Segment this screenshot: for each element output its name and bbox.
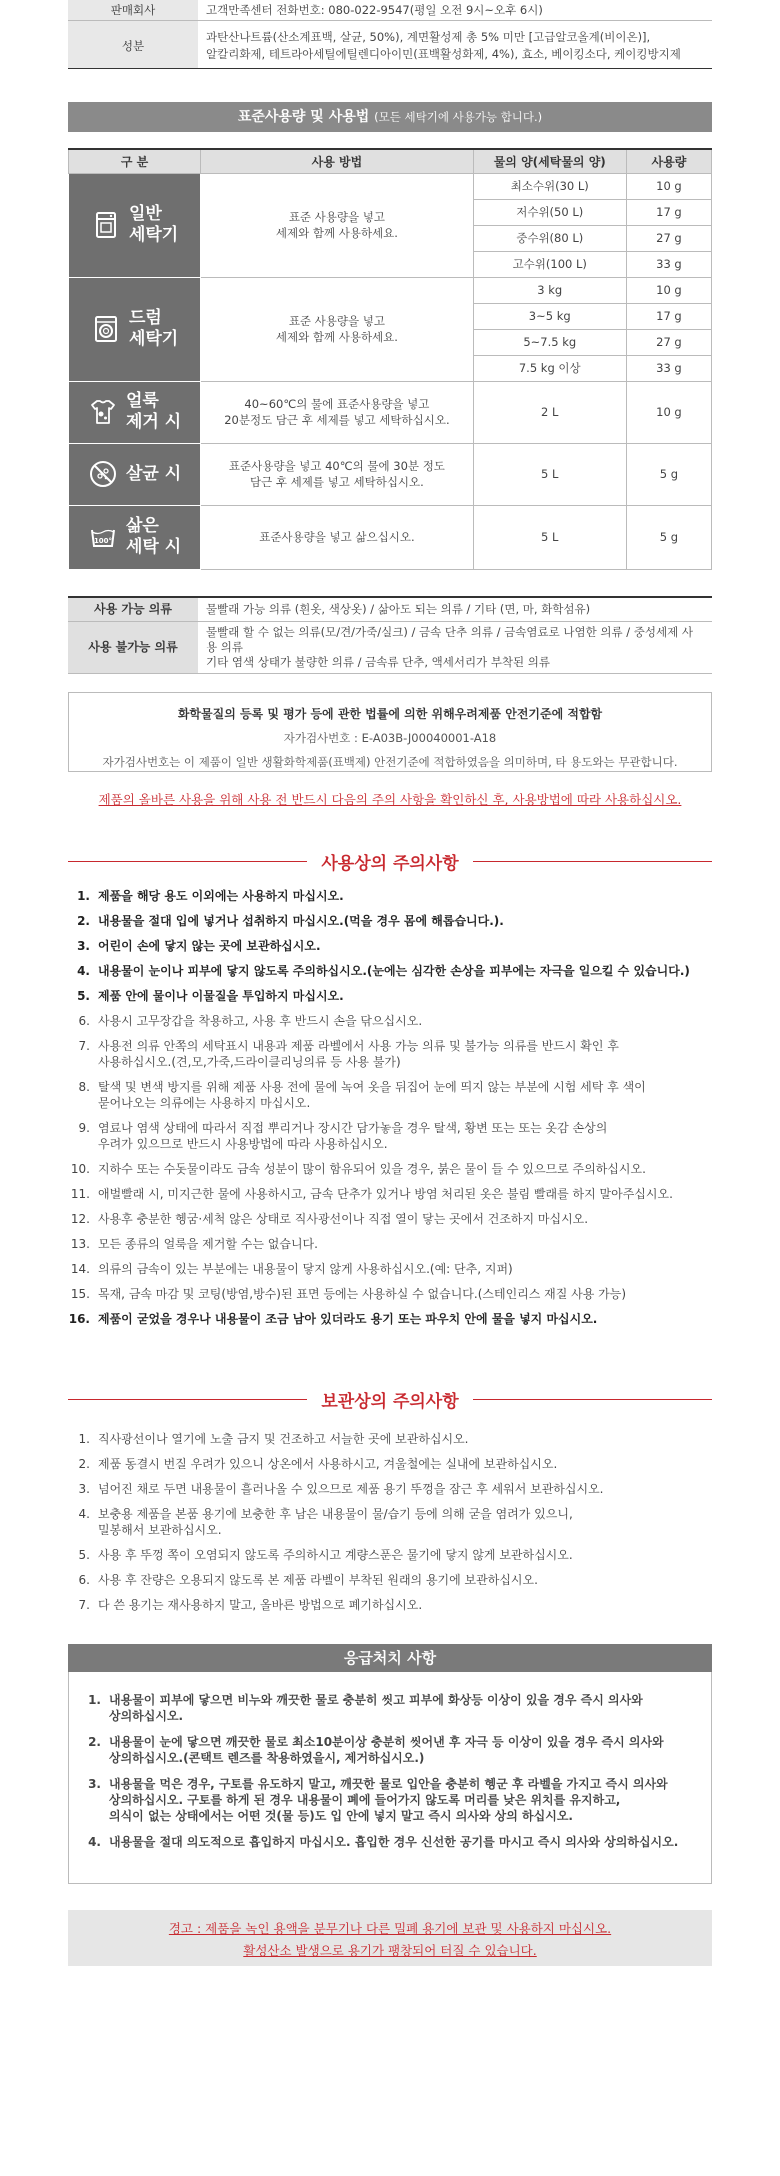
water-amount: 7.5 kg 이상 xyxy=(473,355,626,381)
category-label: 삶은 xyxy=(126,516,159,536)
first-aid-box xyxy=(68,1672,712,1884)
list-item: 15. 목재, 금속 마감 및 코팅(방염,방수)된 표면 등에는 사용하실 수 없습니다.(스테인리스 재질 사용 가능) xyxy=(70,1287,627,1301)
first-aid-banner: 응급처치 사항 xyxy=(68,1644,712,1672)
list-item: 2. 제품 동결시 번질 우려가 있으니 상온에서 사용하시고, 겨울철에는 실내에 보관하십시오. xyxy=(78,1457,558,1471)
method-line: 담근 후 세제를 넣고 세탁하십시오. xyxy=(250,475,424,489)
boil-100-icon xyxy=(88,522,118,552)
laundry-table xyxy=(68,596,712,674)
svg-text:100°: 100° xyxy=(93,537,113,545)
column-header: 물의 양(세탁물의 양) xyxy=(473,149,626,173)
table-row xyxy=(68,621,712,673)
ng-line: 기타 염색 상태가 불량한 의류 / 금속류 단추, 액세서리가 부착된 의류 xyxy=(206,654,551,669)
dose-amount: 10 g xyxy=(626,381,711,443)
storage-cautions-heading xyxy=(68,1387,712,1412)
column-header: 구 분 xyxy=(69,149,201,173)
usage-table xyxy=(68,148,712,570)
method-cell xyxy=(201,173,473,277)
dose-amount: 5 g xyxy=(626,505,711,569)
list-item: 3. 어린이 손에 닿지 않는 곳에 보관하십시오. xyxy=(77,939,321,953)
ingredient-line: 과탄산나트륨(산소계표백, 살균, 50%), 계면활성제 총 5% 미만 [고급알코올계(비이온)], xyxy=(206,30,651,44)
method-line: 세제와 함께 사용하세요. xyxy=(275,330,398,344)
divider xyxy=(68,861,307,862)
list-item: 13. 모든 종류의 얼룩을 제거할 수는 없습니다. xyxy=(70,1237,318,1251)
list-item: 3. 넘어진 채로 두면 내용물이 흘러나올 수 있으므로 제품 용기 뚜껑을 잠근 후 세워서 보관하십시오. xyxy=(78,1482,604,1496)
category-label: 살균 시 xyxy=(126,463,182,484)
no-germ-icon xyxy=(88,459,118,489)
category-label: 일반 xyxy=(128,204,162,224)
category-cell xyxy=(69,381,201,443)
dose-amount: 17 g xyxy=(626,303,711,329)
list-item: 2. 내용물이 눈에 닿으면 깨끗한 물로 최소10분이상 충분히 씻어낸 후 자극 등 이상이 있을 경우 즉시 의사와 상의하십시오.(콘택트 렌즈를 착용하였을시, 제거하십시오.) xyxy=(88,1735,664,1765)
usage-cautions-heading xyxy=(68,849,712,874)
dose-amount: 27 g xyxy=(626,225,711,251)
list-item: 10. 지하수 또는 수돗물이라도 금속 성분이 많이 함유되어 있을 경우, 붉은 물이 들 수 있으므로 주의하십시오. xyxy=(70,1162,646,1176)
water-amount: 5 L xyxy=(473,443,626,505)
method-line: 20분정도 담근 후 세제를 넣고 세탁하십시오. xyxy=(224,413,450,427)
table-row xyxy=(69,277,712,303)
dose-amount: 33 g xyxy=(626,251,711,277)
cert-number: 자가검사번호 : E-A03B-J00040001-A18 xyxy=(283,731,497,745)
list-item: 1. 내용물이 피부에 닿으면 비누와 깨끗한 물로 충분히 씻고 피부에 화상등 이상이 있을 경우 즉시 의사와 상의하십시오. xyxy=(88,1693,643,1723)
first-aid-list xyxy=(79,1692,701,1850)
dose-amount: 27 g xyxy=(626,329,711,355)
table-row xyxy=(69,381,712,443)
cert-title: 화학물질의 등록 및 평가 등에 관한 법률에 의한 위해우려제품 안전기준에 적합함 xyxy=(177,707,603,721)
water-amount: 최소수위(30 L) xyxy=(473,173,626,199)
category-label: 세탁기 xyxy=(128,329,179,349)
ingredient-text xyxy=(198,20,712,68)
table-row xyxy=(69,443,712,505)
list-item: 3. 내용물을 먹은 경우, 구토를 유도하지 말고, 깨끗한 물로 입안을 충분히 헹군 후 라벨을 가지고 즉시 의사와 상의하십시오. 구토를 하게 된 경우 내용물이 폐에 들어가지 않도록 머리를 낮은 위치를 유지하고, 의식이 없는 상태에서는 어떤 것(물 등)도 입 안에 넣지 말고 즉시 의사와 상의 하십시오. xyxy=(88,1777,668,1823)
seller-label: 판매회사 xyxy=(68,0,198,20)
category-label: 드럼 xyxy=(128,308,162,328)
dose-amount: 10 g xyxy=(626,173,711,199)
stained-shirt-icon xyxy=(88,397,118,427)
certification-box xyxy=(68,692,712,772)
storage-cautions-title: 보관상의 주의사항 xyxy=(321,1392,459,1412)
red-notice: 제품의 올바른 사용을 위해 사용 전 반드시 다음의 주의 사항을 확인하신 후, 사용방법에 따라 사용하십시오. xyxy=(98,792,682,807)
method-line: 세제와 함께 사용하세요. xyxy=(275,226,398,240)
contact-text: 고객만족센터 전화번호: 080-022-9547(평일 오전 9시~오후 6시) xyxy=(206,2,543,17)
ok-text: 물빨래 가능 의류 (흰옷, 색상옷) / 삶아도 되는 의류 / 기타 (면, 마, 화학섬유) xyxy=(198,597,712,621)
list-item: 6. 사용 후 잔량은 오용되지 않도록 본 제품 라벨이 부착된 원래의 용기에 보관하십시오. xyxy=(78,1573,538,1587)
list-item: 5. 사용 후 뚜껑 쪽이 오염되지 않도록 주의하시고 계량스푼은 물기에 닿지 않게 보관하십시오. xyxy=(78,1548,573,1562)
method-cell xyxy=(201,443,473,505)
water-amount: 저수위(50 L) xyxy=(473,199,626,225)
list-item: 8. 탈색 및 변색 방지를 위해 제품 사용 전에 물에 녹여 옷을 뒤집어 눈에 띄지 않는 부분에 시험 세탁 후 색이 묻어나오는 의류에는 사용하지 마십시오. xyxy=(78,1080,646,1110)
list-item: 1. 제품을 해당 용도 이외에는 사용하지 마십시오. xyxy=(77,889,344,903)
column-header: 사용 방법 xyxy=(201,149,473,173)
divider xyxy=(473,861,712,862)
water-amount: 5~7.5 kg xyxy=(473,329,626,355)
ingredient-label: 성분 xyxy=(68,20,198,68)
list-item: 4. 내용물이 눈이나 피부에 닿지 않도록 주의하십시오.(눈에는 심각한 손상을 피부에는 자극을 일으킬 수 있습니다.) xyxy=(77,964,690,978)
list-item: 7. 사용전 의류 안쪽의 세탁표시 내용과 제품 라벨에서 사용 가능 의류 및 불가능 의류를 반드시 확인 후 사용하십시오.(견,모,가죽,드라이클리닝의류 등 사용 불가) xyxy=(78,1039,619,1069)
storage-cautions-list xyxy=(68,1431,712,1613)
usage-banner xyxy=(68,102,712,132)
ng-label: 사용 불가능 의류 xyxy=(68,621,198,673)
list-item: 11. 애벌빨래 시, 미지근한 물에 사용하시고, 금속 단추가 있거나 방염 처리된 옷은 불림 빨래를 하지 말아주십시오. xyxy=(70,1187,673,1201)
water-amount: 3~5 kg xyxy=(473,303,626,329)
list-item: 9. 염료나 염색 상태에 따라서 직접 뿌리거나 장시간 담가놓을 경우 탈색, 황변 또는 또는 옷감 손상의 우려가 있으므로 반드시 사용방법에 따라 사용하십시오. xyxy=(78,1121,608,1151)
product-info-table xyxy=(68,0,712,69)
category-cell xyxy=(69,173,201,277)
water-amount: 2 L xyxy=(473,381,626,443)
water-amount: 5 L xyxy=(473,505,626,569)
list-item: 4. 내용물을 절대 의도적으로 흡입하지 마십시오. 흡입한 경우 신선한 공기를 마시고 즉시 의사와 상의하십시오. xyxy=(88,1835,679,1849)
usage-cautions-list xyxy=(68,888,712,1327)
table-row xyxy=(68,597,712,621)
top-load-washer-icon xyxy=(91,210,121,240)
ng-line: 물빨래 할 수 없는 의류(모/견/가죽/실크) / 금속 단추 의류 / 금속염료로 나염한 의류 / 중성세제 사용 의류 xyxy=(206,624,693,654)
category-cell xyxy=(69,443,201,505)
warning-line: 활성산소 발생으로 용기가 팽창되어 터질 수 있습니다. xyxy=(243,1943,537,1958)
water-amount: 고수위(100 L) xyxy=(473,251,626,277)
method-line: 표준사용량을 넣고 40℃의 물에 30분 정도 xyxy=(228,459,445,473)
method-line: 표준 사용량을 넣고 xyxy=(288,314,385,328)
table-row xyxy=(69,505,712,569)
method-line: 표준사용량을 넣고 삶으십시오. xyxy=(259,530,415,544)
ok-label: 사용 가능 의류 xyxy=(68,597,198,621)
divider xyxy=(68,1399,307,1400)
usage-title: 표준사용량 및 사용법 xyxy=(237,109,370,125)
usage-cautions-title: 사용상의 주의사항 xyxy=(321,854,459,874)
list-item: 2. 내용물을 절대 입에 넣거나 섭취하지 마십시오.(먹을 경우 몸에 해롭습니다.). xyxy=(77,914,504,928)
table-row xyxy=(69,173,712,199)
column-header: 사용량 xyxy=(626,149,711,173)
divider xyxy=(473,1399,712,1400)
method-cell xyxy=(201,505,473,569)
method-line: 표준 사용량을 넣고 xyxy=(288,210,385,224)
list-item: 12. 사용후 충분한 헹굼·세척 않은 상태로 직사광선이나 직접 열이 닿는 곳에서 건조하지 마십시오. xyxy=(70,1212,589,1226)
usage-title-note: (모든 세탁기에 사용가능 합니다.) xyxy=(374,110,543,124)
warning-box xyxy=(68,1910,712,1966)
method-cell xyxy=(201,381,473,443)
water-amount: 3 kg xyxy=(473,277,626,303)
drum-washer-icon xyxy=(91,314,121,344)
warning-line: 경고 : 제품을 녹인 용액을 분무기나 다른 밀폐 용기에 보관 및 사용하지 마십시오. xyxy=(168,1921,612,1936)
category-cell xyxy=(69,505,201,569)
category-cell xyxy=(69,277,201,381)
list-item: 4. 보충용 제품을 본품 용기에 보충한 후 남은 내용물이 물/습기 등에 의해 굳을 염려가 있으니, 밀봉해서 보관하십시오. xyxy=(78,1507,573,1537)
category-label: 세탁기 xyxy=(128,225,179,245)
category-label: 세탁 시 xyxy=(126,537,182,557)
list-item: 5. 제품 안에 물이나 이물질을 투입하지 마십시오. xyxy=(77,989,344,1003)
dose-amount: 5 g xyxy=(626,443,711,505)
list-item: 16. 제품이 굳었을 경우나 내용물이 조금 남아 있더라도 용기 또는 파우치 안에 물을 넣지 마십시오. xyxy=(68,1312,598,1326)
cert-description: 자가검사번호는 이 제품이 일반 생활화학제품(표백제) 안전기준에 적합하였음을 의미하며, 타 용도와는 무관합니다. xyxy=(102,755,678,769)
list-item: 7. 다 쓴 용기는 재사용하지 말고, 올바른 방법으로 폐기하십시오. xyxy=(78,1598,423,1612)
list-item: 6. 사용시 고무장갑을 착용하고, 사용 후 반드시 손을 닦으십시오. xyxy=(78,1014,423,1028)
ng-text xyxy=(198,621,712,673)
dose-amount: 10 g xyxy=(626,277,711,303)
method-line: 40~60℃의 물에 표준사용량을 넣고 xyxy=(244,397,430,411)
dose-amount: 17 g xyxy=(626,199,711,225)
list-item: 14. 의류의 금속이 있는 부분에는 내용물이 닿지 않게 사용하십시오.(예: 단추, 지퍼) xyxy=(70,1262,513,1276)
list-item: 1. 직사광선이나 열기에 노출 금지 및 건조하고 서늘한 곳에 보관하십시오. xyxy=(78,1432,469,1446)
category-label: 얼룩 xyxy=(126,391,159,411)
water-amount: 중수위(80 L) xyxy=(473,225,626,251)
dose-amount: 33 g xyxy=(626,355,711,381)
ingredient-line: 알칼리화제, 테트라아세틸에틸렌디아이민(표백활성화제, 4%), 효소, 베이킹소다, 케이킹방지제 xyxy=(206,47,681,61)
category-label: 제거 시 xyxy=(126,412,182,432)
method-cell xyxy=(201,277,473,381)
